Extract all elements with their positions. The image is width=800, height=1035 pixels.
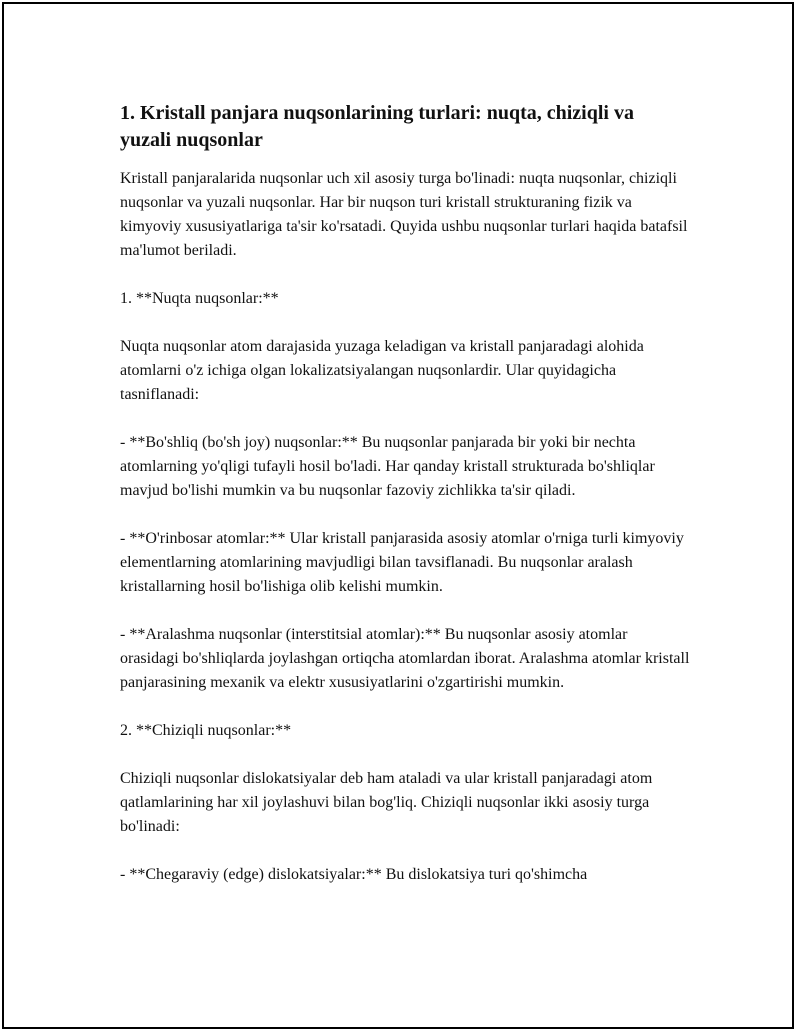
paragraph-line-defects-heading: 2. **Chiziqli nuqsonlar:**	[120, 722, 292, 739]
paragraph-intro: Kristall panjaralarida nuqsonlar uch xil asosiy turga bo'linadi: nuqta nuqsonlar, chiziqli nuqsonlar va yuzali nuqsonlar. Har bir nuqson turi kristall strukturaning fizik va kimyoviy xususiyatlariga ta'sir ko'rsatadi. Quyida ushbu nuqsonlar turlari haqida batafsil ma'lumot beriladi.	[120, 170, 688, 259]
paragraph-line-defects-description: Chiziqli nuqsonlar dislokatsiyalar deb ham ataladi va ular kristall panjaradagi atom qatlamlarining har xil joylashuvi bilan bog'liq. Chiziqli nuqsonlar ikki asosiy turga bo'linadi:	[120, 770, 653, 835]
document-page	[2, 2, 794, 1029]
paragraph-point-defects-heading: 1. **Nuqta nuqsonlar:**	[120, 290, 279, 307]
document-body	[120, 100, 690, 911]
paragraph-interstitial-defects: - **Aralashma nuqsonlar (interstitsial atomlar):** Bu nuqsonlar asosiy atomlar orasidagi bo'shliqlarda joylashgan ortiqcha atomlardan iborat. Aralashma atomlar kristall panjarasining mexanik va elektr xususiyatlarini o'zgartirishi mumkin.	[120, 626, 690, 691]
paragraph-vacancy-defects: - **Bo'shliq (bo'sh joy) nuqsonlar:** Bu nuqsonlar panjarada bir yoki bir nechta atomlarning yo'qligi tufayli hosil bo'ladi. Har qanday kristall strukturada bo'shliqlar mavjud bo'lishi mumkin va bu nuqsonlar fazoviy zichlikka ta'sir qiladi.	[120, 434, 655, 499]
paragraph-point-defects-description: Nuqta nuqsonlar atom darajasida yuzaga keladigan va kristall panjaradagi alohida atomlarni o'z ichiga olgan lokalizatsiyalangan nuqsonlardir. Ular quyidagicha tasniflanadi:	[120, 338, 644, 403]
paragraph-edge-dislocations: - **Chegaraviy (edge) dislokatsiyalar:** Bu dislokatsiya turi qo'shimcha	[120, 866, 588, 883]
document-title: 1. Kristall panjara nuqsonlarining turlari: nuqta, chiziqli va yuzali nuqsonlar	[120, 102, 634, 151]
paragraph-substitutional-atoms: - **O'rinbosar atomlar:** Ular kristall panjarasida asosiy atomlar o'rniga turli kimyoviy elementlarning atomlarining mavjudligi bilan tavsiflanadi. Bu nuqsonlar aralash kristallarning hosil bo'lishiga olib kelishi mumkin.	[120, 530, 684, 595]
